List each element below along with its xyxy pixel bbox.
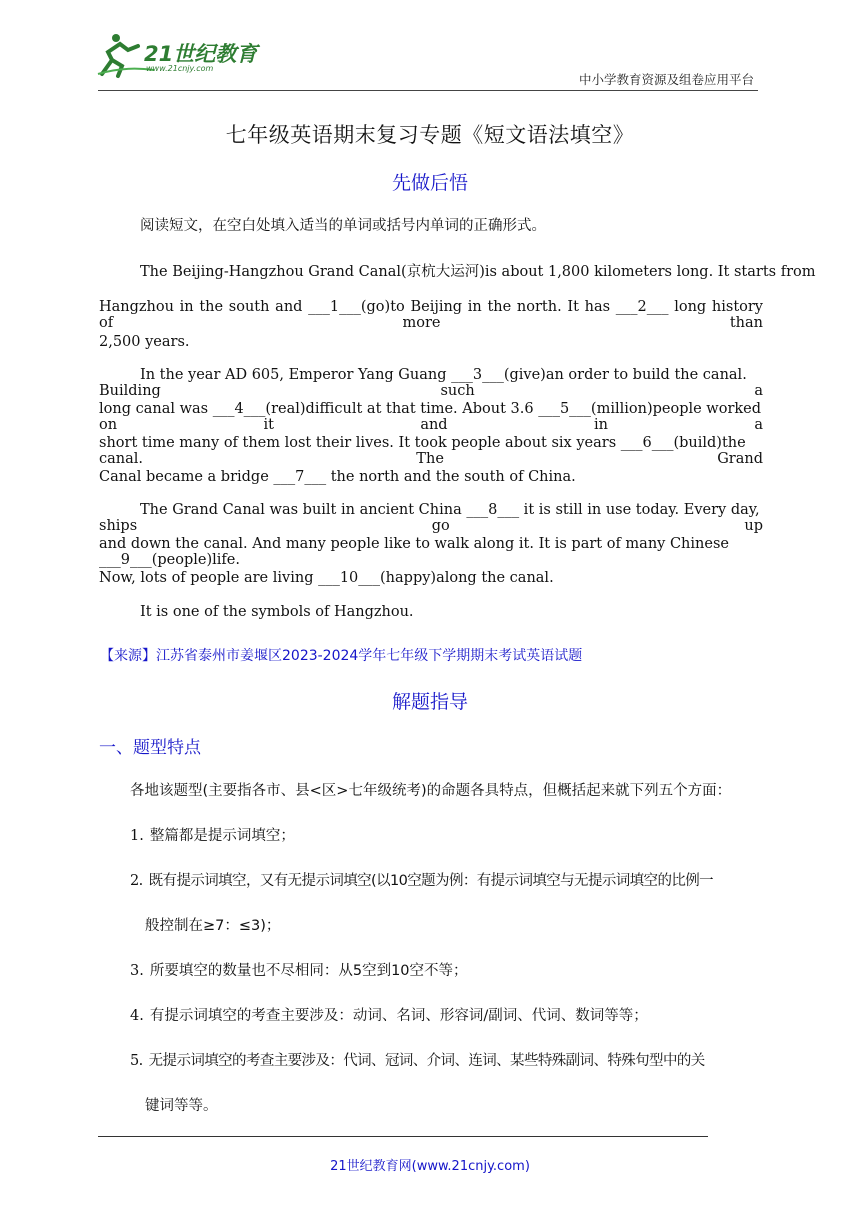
footer-link[interactable]: 21世纪教育网(www.21cnjy.com)	[330, 1159, 530, 1174]
passage-line: Canal became a bridge ___7___ the north and the south of China.	[99, 469, 576, 485]
list-number: 5.	[130, 1053, 143, 1069]
list-text: 既有提示词填空，又有无提示词填空(以10空题为例：有提示词填空与无提示词填空的比例一	[148, 873, 714, 889]
passage-line: Now, lots of people are living ___10___(happy)along the canal.	[99, 570, 554, 586]
list-number: 1.	[130, 828, 144, 844]
list-item	[130, 824, 295, 845]
footer-divider	[98, 1136, 708, 1137]
instruction-text: 阅读短文，在空白处填入适当的单词或括号内单词的正确形式。	[140, 218, 546, 234]
list-text: 无提示词填空的考查主要涉及：代词、冠词、介词、连词、某些特殊副词、特殊句型中的关	[148, 1053, 705, 1069]
list-number: 3.	[130, 963, 144, 979]
list-item	[130, 1049, 705, 1070]
section-title-guide: 解题指导	[391, 691, 468, 713]
list-number: 2.	[130, 873, 143, 889]
section-title-practice: 先做后悟	[391, 172, 468, 194]
passage-line: short time many of them lost their lives. It took people about six years ___6___(build)the canal. The Grand	[99, 435, 763, 467]
header-divider	[98, 90, 758, 91]
list-text: 有提示词填空的考查主要涉及：动词、名词、形容词/副词、代词、数词等等；	[149, 1008, 648, 1024]
list-item	[130, 959, 468, 980]
passage-line: It is one of the symbols of Hangzhou.	[140, 604, 414, 620]
passage-line: The Grand Canal was built in ancient China ___8___ it is still in use today. Every day, ships go up	[99, 502, 763, 534]
passage-line: and down the canal. And many people like to walk along it. It is part of many Chinese ___9___(people)life.	[99, 536, 729, 568]
list-item	[130, 869, 713, 890]
logo-text: 21世纪教育	[144, 42, 258, 66]
list-number: 4.	[130, 1008, 144, 1024]
passage-line: Hangzhou in the south and ___1___(go)to Beijing in the north. It has ___2___ long history of more than	[99, 299, 763, 331]
page-title: 七年级英语期末复习专题《短文语法填空》	[225, 123, 635, 147]
passage-line: 2,500 years.	[99, 334, 190, 350]
list-item	[130, 1004, 648, 1025]
intro-paragraph: 各地该题型(主要指各市、县<区>七年级统考)的命题各具特点，但概括起来就下列五个方面：	[130, 783, 732, 799]
list-text: 所要填空的数量也不尽相同：从5空到10空不等；	[149, 963, 468, 979]
header-tagline: 中小学教育资源及组卷应用平台	[578, 72, 754, 87]
site-logo	[94, 30, 264, 80]
passage-line: long canal was ___4___(real)difficult at that time. About 3.6 ___5___(million)people worked on it and in a	[99, 401, 763, 433]
source-citation: 【来源】江苏省泰州市姜堰区2023-2024学年七年级下学期期末考试英语试题	[100, 648, 583, 664]
passage-line: In the year AD 605, Emperor Yang Guang ___3___(give)an order to build the canal. Building such a	[99, 367, 763, 399]
heading-question-features: 一、题型特点	[99, 738, 201, 758]
logo-url: www.21cnjy.com	[146, 64, 214, 73]
list-item-continuation: 键词等等。	[145, 1098, 218, 1114]
passage-line: The Beijing-Hangzhou Grand Canal(京杭大运河)is about 1,800 kilometers long. It starts from	[140, 264, 816, 280]
list-text: 整篇都是提示词填空；	[149, 828, 295, 844]
list-item-continuation: 般控制在≥7：≤3)；	[145, 918, 281, 934]
